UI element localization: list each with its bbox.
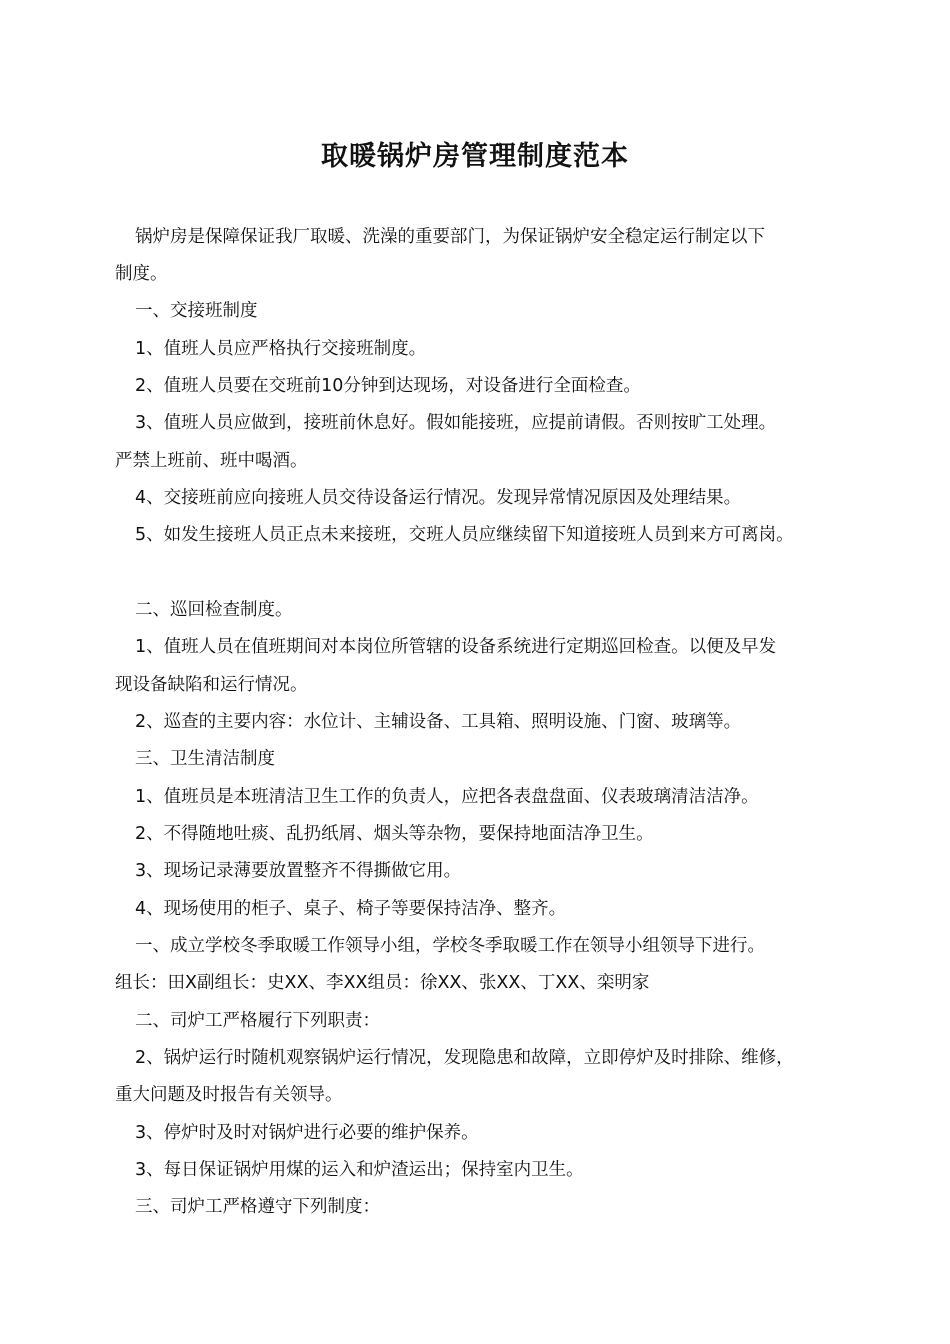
handover-item-2: 2、值班人员要在交班前10分钟到达现场，对设备进行全面检查。 xyxy=(135,376,641,396)
hygiene-item-2: 2、不得随地吐痰、乱扔纸屑、烟头等杂物，要保持地面洁净卫生。 xyxy=(135,824,654,844)
section-heading-hygiene: 三、卫生清洁制度 xyxy=(135,749,275,769)
intro-line-1: 锅炉房是保障保证我厂取暖、洗澡的重要部门，为保证锅炉安全稳定运行制定以下 xyxy=(135,227,765,247)
inspection-item-1: 1、值班人员在值班期间对本岗位所管辖的设备系统进行定期巡回检查。以便及早发 xyxy=(135,637,777,657)
intro-line-2: 制度。 xyxy=(115,264,168,284)
section-heading-rules: 三、司炉工严格遵守下列制度： xyxy=(135,1197,380,1217)
handover-item-3: 3、值班人员应做到，接班前休息好。假如能接班，应提前请假。否则按旷工处理。 xyxy=(135,413,777,433)
handover-item-3-cont: 严禁上班前、班中喝酒。 xyxy=(115,451,308,471)
handover-item-4: 4、交接班前应向接班人员交待设备运行情况。发现异常情况原因及处理结果。 xyxy=(135,488,742,508)
leadership-group-line: 一、成立学校冬季取暖工作领导小组，学校冬季取暖工作在领导小组领导下进行。 xyxy=(135,936,765,956)
duties-item-3a: 3、停炉时及时对锅炉进行必要的维护保养。 xyxy=(135,1123,479,1143)
handover-item-1: 1、值班人员应严格执行交接班制度。 xyxy=(135,339,427,359)
duties-item-2: 2、锅炉运行时随机观察锅炉运行情况，发现隐患和故障，立即停炉及时排除、维修， xyxy=(135,1048,794,1068)
handover-item-5: 5、如发生接班人员正点未来接班，交班人员应继续留下知道接班人员到来方可离岗。 xyxy=(135,525,794,545)
duties-item-3b: 3、每日保证锅炉用煤的运入和炉渣运出；保持室内卫生。 xyxy=(135,1160,584,1180)
leadership-members-line: 组长：田X副组长：史XX、李XX组员：徐XX、张XX、丁XX、栾明家 xyxy=(115,973,650,993)
section-heading-duties: 二、司炉工严格履行下列职责： xyxy=(135,1011,380,1031)
inspection-item-2: 2、巡查的主要内容：水位计、主辅设备、工具箱、照明设施、门窗、玻璃等。 xyxy=(135,712,742,732)
hygiene-item-1: 1、值班员是本班清洁卫生工作的负责人，应把各表盘盘面、仪表玻璃清洁洁净。 xyxy=(135,787,759,807)
inspection-item-1-cont: 现设备缺陷和运行情况。 xyxy=(115,675,308,695)
section-heading-handover: 一、交接班制度 xyxy=(135,301,258,321)
hygiene-item-4: 4、现场使用的柜子、桌子、椅子等要保持洁净、整齐。 xyxy=(135,899,567,919)
duties-item-2-cont: 重大问题及时报告有关领导。 xyxy=(115,1085,343,1105)
document-title: 取暖锅炉房管理制度范本 xyxy=(321,141,629,172)
hygiene-item-3: 3、现场记录薄要放置整齐不得撕做它用。 xyxy=(135,861,462,881)
section-heading-inspection: 二、巡回检查制度。 xyxy=(135,600,293,620)
